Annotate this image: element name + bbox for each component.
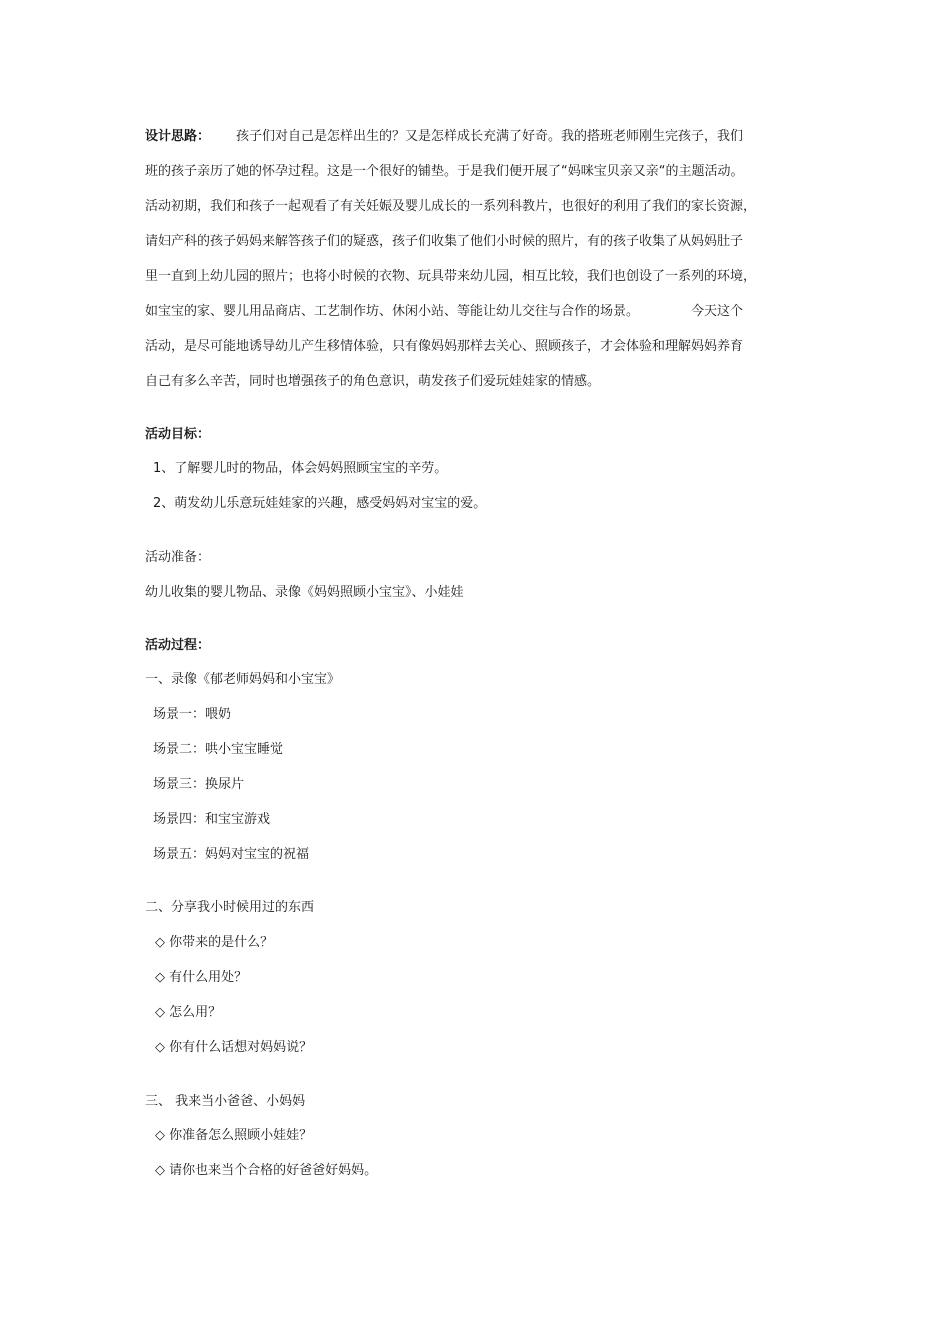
process-heading: 活动过程： [145,638,211,653]
design-line-1 [145,128,743,146]
part1-item-4: 场景四：和宝宝游戏 [153,812,271,827]
goal-item-1: 1、了解婴儿时的物品，体会妈妈照顾宝宝的辛劳。 [153,461,448,476]
design-text-1: 孩子们对自己是怎样出生的？又是怎样成长充满了好奇。我的搭班老师刚生完孩子，我们 [236,129,744,144]
design-line-6 [145,303,743,321]
part3-title: 三、 我来当小爸爸、小妈妈 [145,1094,306,1109]
part3-item-2: ◇ 请你也来当个合格的好爸爸好妈妈。 [155,1163,378,1178]
design-line-3: 活动初期，我们和孩子一起观看了有关妊娠及婴儿成长的一系列科教片，也很好的利用了我们的家长资源， [145,199,757,214]
part2-item-3: ◇ 怎么用？ [155,1005,222,1020]
part1-item-3: 场景三：换尿片 [153,777,245,792]
part1-item-2: 场景二：哄小宝宝睡觉 [153,742,284,757]
part2-title: 二、分享我小时候用过的东西 [145,900,315,915]
design-text-7: 今天这个 [691,304,744,319]
design-line-7: 活动，是尽可能地诱导幼儿产生移情体验，只有像妈妈那样去关心、照顾孩子，才会体验和理解妈妈养育 [145,339,744,354]
part1-item-1: 场景一：喂奶 [153,707,232,722]
part3-item-1: ◇ 你准备怎么照顾小娃娃？ [155,1128,313,1143]
prep-text: 幼儿收集的婴儿物品、录像《妈妈照顾小宝宝》、小娃娃 [145,585,464,600]
goals-heading: 活动目标： [145,427,211,442]
prep-heading: 活动准备： [145,550,211,565]
part2-item-1: ◇ 你带来的是什么？ [155,935,274,950]
part1-title: 一、录像《郁老师妈妈和小宝宝》 [145,672,341,687]
part2-item-2: ◇ 有什么用处？ [155,970,248,985]
design-line-2: 班的孩子亲历了她的怀孕过程。这是一个很好的铺垫。于是我们便开展了“妈咪宝贝亲又亲“的主题活动。 [145,164,744,179]
design-text-6: 如宝宝的家、婴儿用品商店、工艺制作坊、休闲小站、等能让幼儿交往与合作的场景。 [145,304,640,319]
design-line-5: 里一直到上幼儿园的照片；也将小时候的衣物、玩具带来幼儿园，相互比较，我们也创设了一系列的环境， [145,269,757,284]
design-heading: 设计思路： [145,129,211,144]
design-line-8: 自己有多么辛苦，同时也增强孩子的角色意识，萌发孩子们爱玩娃娃家的情感。 [145,374,601,389]
part1-item-5: 场景五：妈妈对宝宝的祝福 [153,847,310,862]
design-line-4: 请妇产科的孩子妈妈来解答孩子们的疑惑，孩子们收集了他们小时候的照片，有的孩子收集了从妈妈肚子 [145,234,744,249]
goal-item-2: 2、萌发幼儿乐意玩娃娃家的兴趣，感受妈妈对宝宝的爱。 [153,496,487,511]
part2-item-4: ◇ 你有什么话想对妈妈说？ [155,1040,313,1055]
